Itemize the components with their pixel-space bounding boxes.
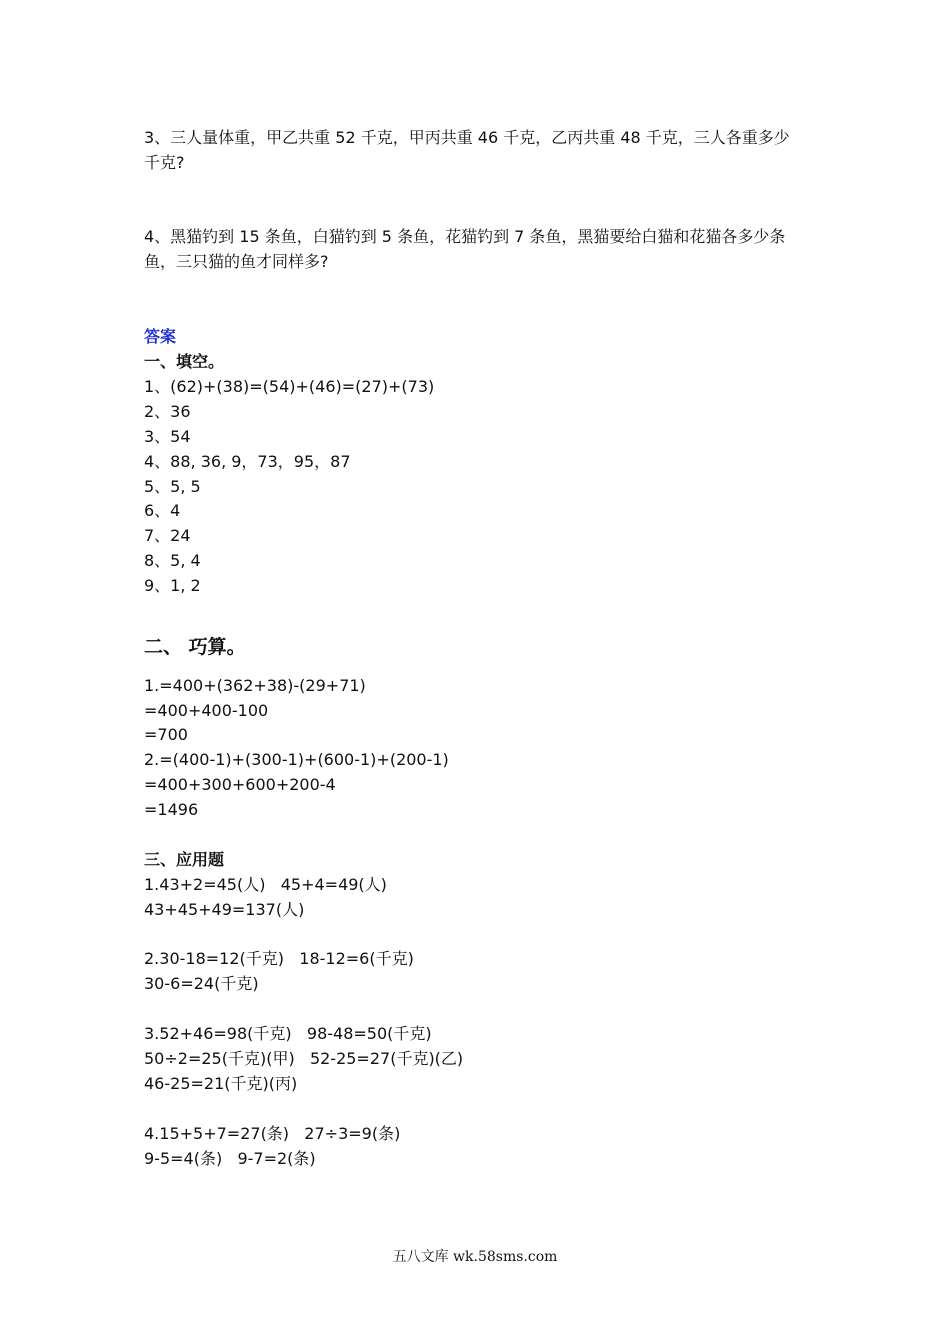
app-line-2: 43+45+49=137(人): [144, 900, 305, 919]
calc-line-1: 1.=400+(362+38)-(29+71): [144, 676, 366, 695]
app-line-4: 30-6=24(千克): [144, 974, 259, 993]
section-1-title: 一、填空。: [144, 352, 225, 371]
section-3-title: 三、应用题: [144, 850, 225, 869]
page-footer: 五八文库 wk.58sms.com: [392, 1249, 558, 1265]
question-4: 4、黑猫钓到 15 条鱼，白猫钓到 5 条鱼，花猫钓到 7 条鱼，黑猫要给白猫和花猫各多少条鱼，三只猫的鱼才同样多?: [144, 227, 786, 271]
app-line-9: 9-5=4(条) 9-7=2(条): [144, 1149, 316, 1168]
app-line-7: 46-25=21(千克)(丙): [144, 1074, 298, 1093]
section-2-title: 二、 巧算。: [144, 636, 246, 658]
fill-answer-9: 9、1, 2: [144, 576, 201, 595]
app-line-8: 4.15+5+7=27(条) 27÷3=9(条): [144, 1124, 401, 1143]
calc-line-6: =1496: [144, 800, 199, 819]
fill-answer-6: 6、4: [144, 501, 181, 520]
app-line-1: 1.43+2=45(人) 45+4=49(人): [144, 875, 387, 894]
fill-answer-1: 1、(62)+(38)=(54)+(46)=(27)+(73): [144, 377, 435, 396]
fill-answer-2: 2、36: [144, 402, 191, 421]
calc-line-3: =700: [144, 725, 188, 744]
app-line-5: 3.52+46=98(千克) 98-48=50(千克): [144, 1024, 432, 1043]
app-line-6: 50÷2=25(千克)(甲) 52-25=27(千克)(乙): [144, 1049, 464, 1068]
fill-answer-5: 5、5, 5: [144, 477, 201, 496]
calc-line-5: =400+300+600+200-4: [144, 775, 336, 794]
question-3: 3、三人量体重，甲乙共重 52 千克，甲丙共重 46 千克，乙丙共重 48 千克，三人各重多少千克?: [144, 128, 790, 172]
fill-answer-7: 7、24: [144, 526, 191, 545]
app-line-3: 2.30-18=12(千克) 18-12=6(千克): [144, 949, 414, 968]
fill-answer-4: 4、88, 36, 9，73，95，87: [144, 452, 351, 471]
answers-heading: 答案: [144, 327, 177, 346]
calc-line-4: 2.=(400-1)+(300-1)+(600-1)+(200-1): [144, 750, 449, 769]
fill-answer-3: 3、54: [144, 427, 191, 446]
fill-answer-8: 8、5, 4: [144, 551, 201, 570]
calc-line-2: =400+400-100: [144, 701, 269, 720]
